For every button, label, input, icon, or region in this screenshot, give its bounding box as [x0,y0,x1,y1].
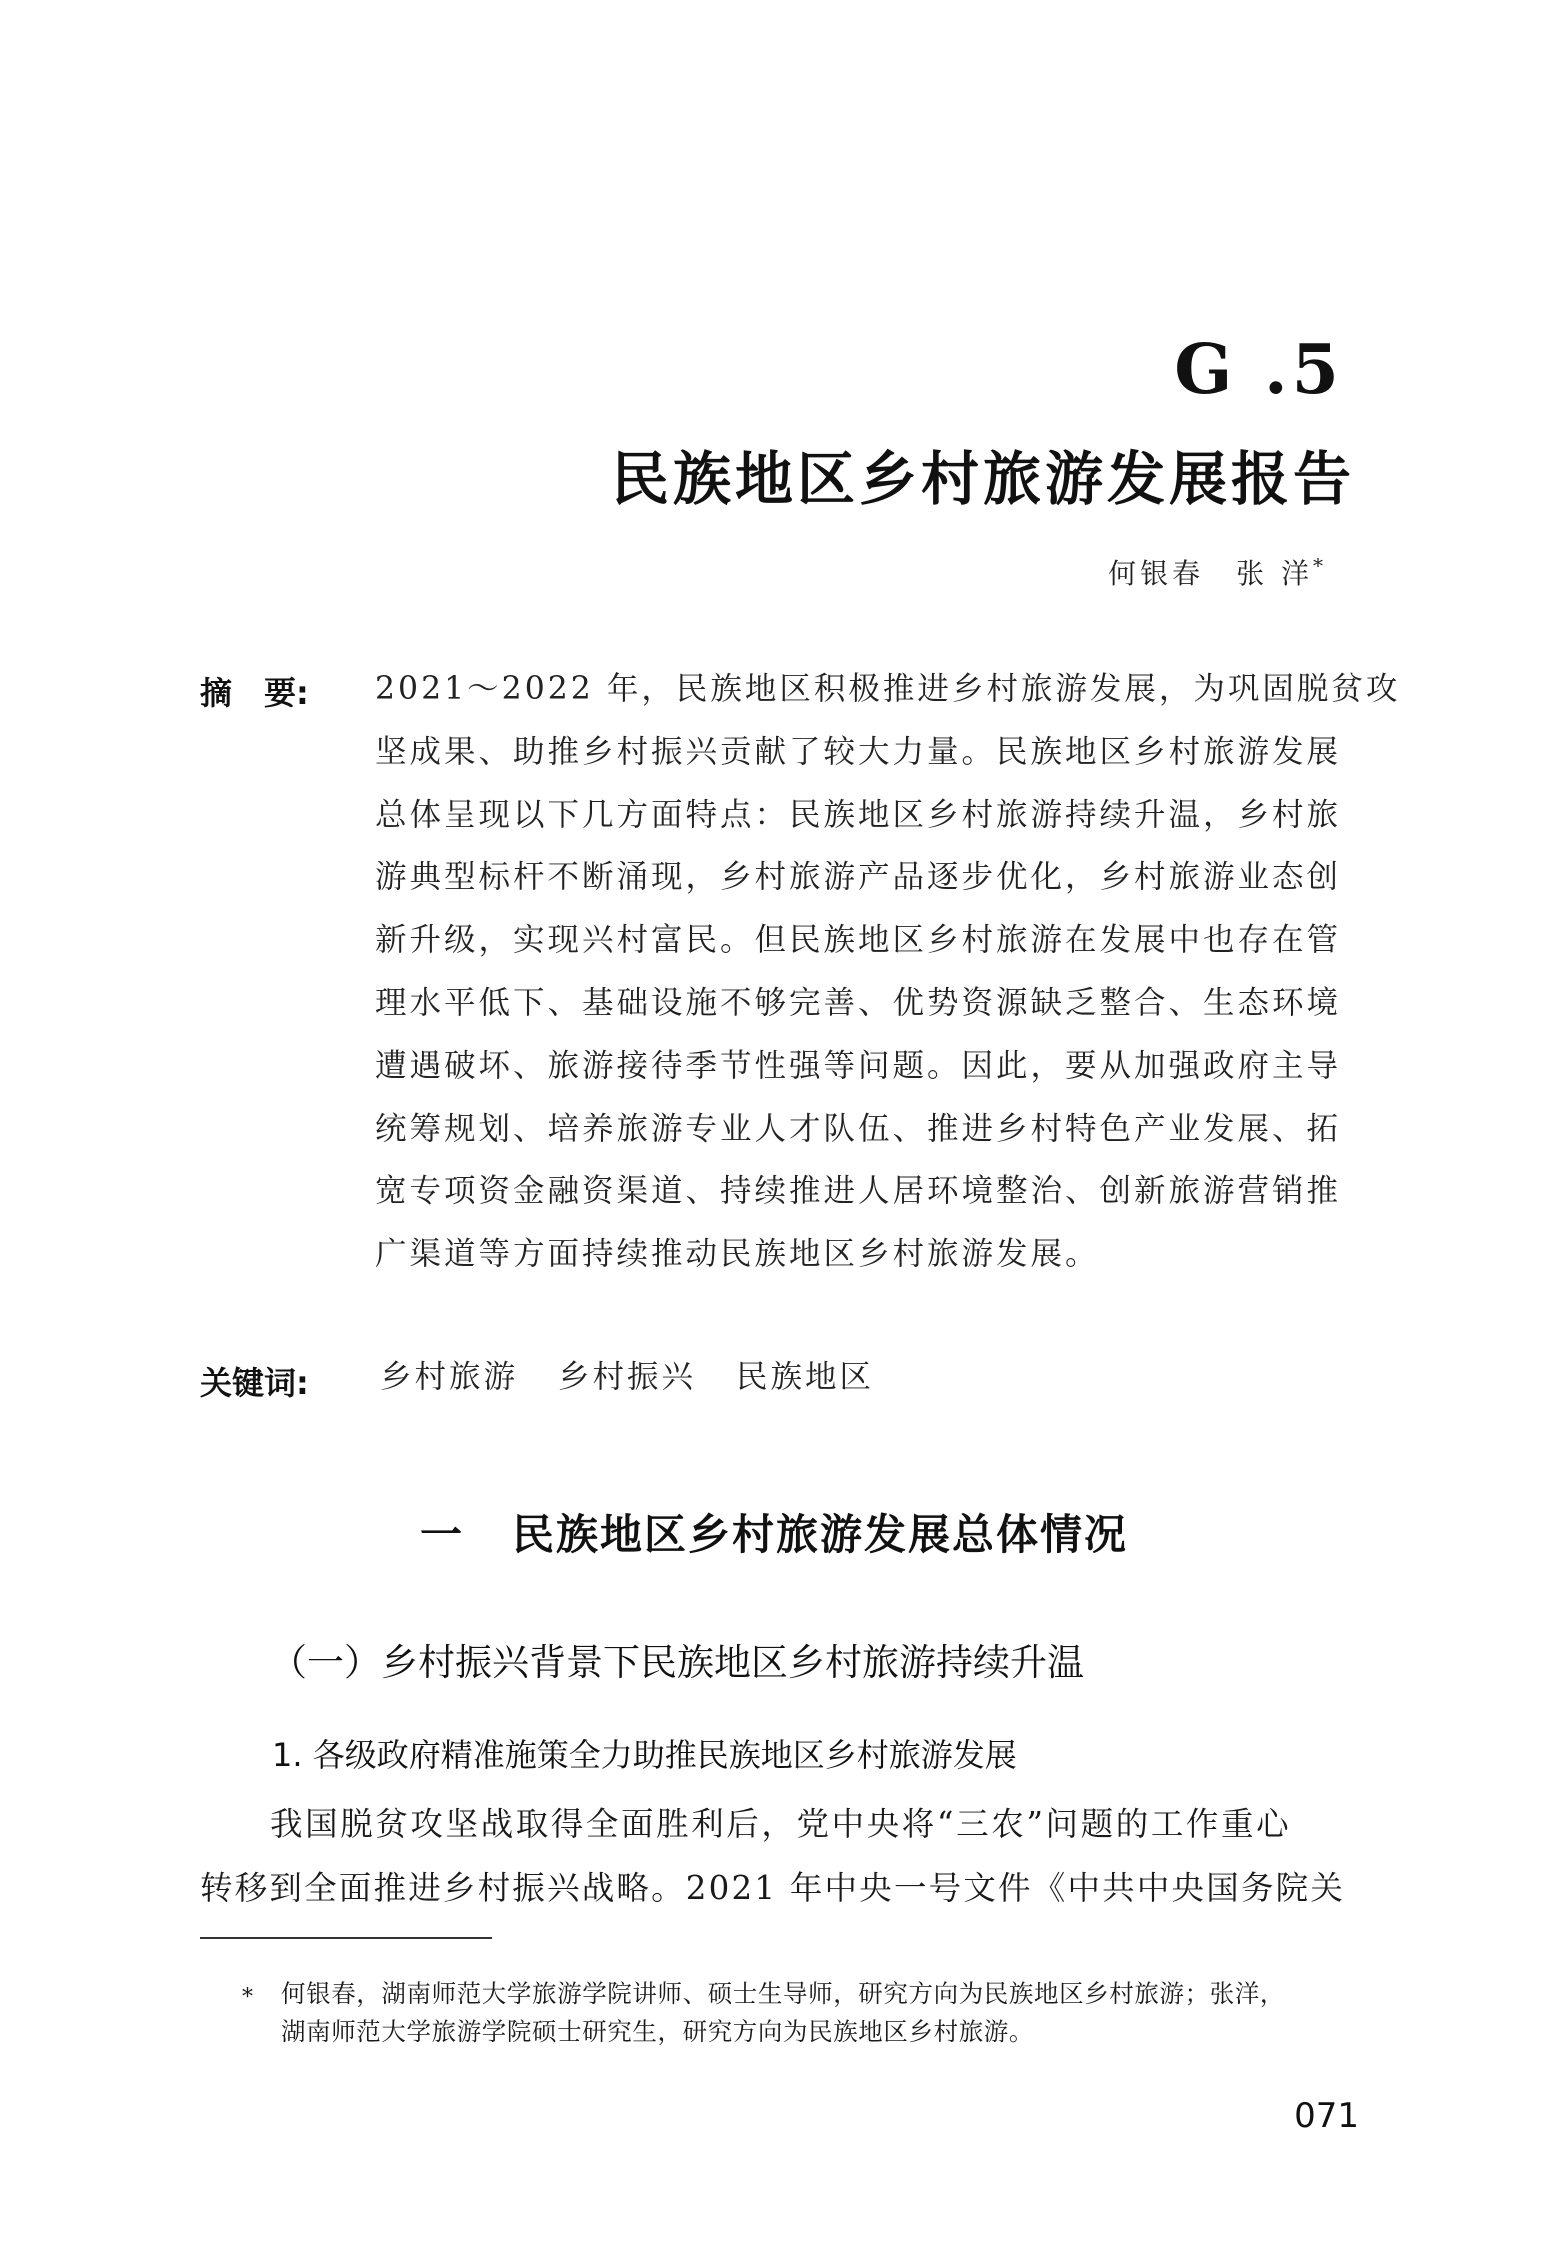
abstract-line: 遭遇破坏、旅游接待季节性强等问题。因此，要从加强政府主导 [375,1047,1342,1084]
keyword: 民族地区 [736,1359,875,1395]
keyword: 乡村振兴 [558,1359,697,1395]
section-heading [420,1502,1128,1562]
keywords-list [380,1352,874,1397]
abstract-line: 宽专项资金融资渠道、持续推进人居环境整治、创新旅游营销推 [375,1173,1342,1210]
body-line: 转移到全面推进乡村振兴战略。2021 年中央一号文件《中共中央国务院关 [200,1869,1346,1907]
chapter-number: G .5 [1174,330,1343,410]
abstract-body [375,658,1401,1286]
footnote-divider [200,1937,492,1939]
abstract-line: 总体呈现以下几方面特点：民族地区乡村旅游持续升温，乡村旅 [375,796,1342,833]
abstract-line: 理水平低下、基础设施不够完善、优势资源缺乏整合、生态环境 [375,984,1342,1021]
keywords-label: 关键词: [200,1364,309,1402]
body-paragraph [200,1792,1360,1920]
abstract-line: 游典型标杆不断涌现，乡村旅游产品逐步优化，乡村旅游业态创 [375,859,1342,896]
subsubsection-heading: 1. 各级政府精准施策全力助推民族地区乡村旅游发展 [272,1736,1017,1774]
body-line: 我国脱贫攻坚战取得全面胜利后，党中央将“三农”问题的工作重心 [270,1805,1292,1843]
section-title: 民族地区乡村旅游发展总体情况 [512,1510,1129,1559]
author-names: 何银春 张 洋 [1108,557,1313,590]
abstract-line: 2021～2022 年，民族地区积极推进乡村旅游发展，为巩固脱贫攻 [375,671,1401,707]
footnote-mark: * [242,1985,253,2010]
chapter-title: 民族地区乡村旅游发展报告 [610,445,1355,513]
abstract-line: 新升级，实现兴村富民。但民族地区乡村旅游在发展中也存在管 [375,922,1342,959]
page-number: 071 [1294,2096,1359,2136]
authors [1108,552,1323,592]
abstract-line: 坚成果、助推乡村振兴贡献了较大力量。民族地区乡村旅游发展 [375,733,1342,770]
abstract-line: 统筹规划、培养旅游专业人才队伍、推进乡村特色产业发展、拓 [375,1110,1342,1147]
subsection-heading: （一）乡村振兴背景下民族地区乡村旅游持续升温 [270,1641,1084,1684]
abstract-line: 广渠道等方面持续推动民族地区乡村旅游发展。 [375,1236,1100,1273]
abstract-label: 摘 要: [200,674,309,712]
keyword: 乡村旅游 [380,1359,519,1395]
footnote-line: 何银春，湖南师范大学旅游学院讲师、硕士生导师，研究方向为民族地区乡村旅游；张洋， [281,1979,1285,2008]
footnote [242,1975,1360,2051]
footnote-line: 湖南师范大学旅游学院硕士研究生，研究方向为民族地区乡村旅游。 [281,2017,1034,2046]
author-footnote-mark: * [1313,553,1323,578]
section-number: 一 [420,1510,465,1559]
